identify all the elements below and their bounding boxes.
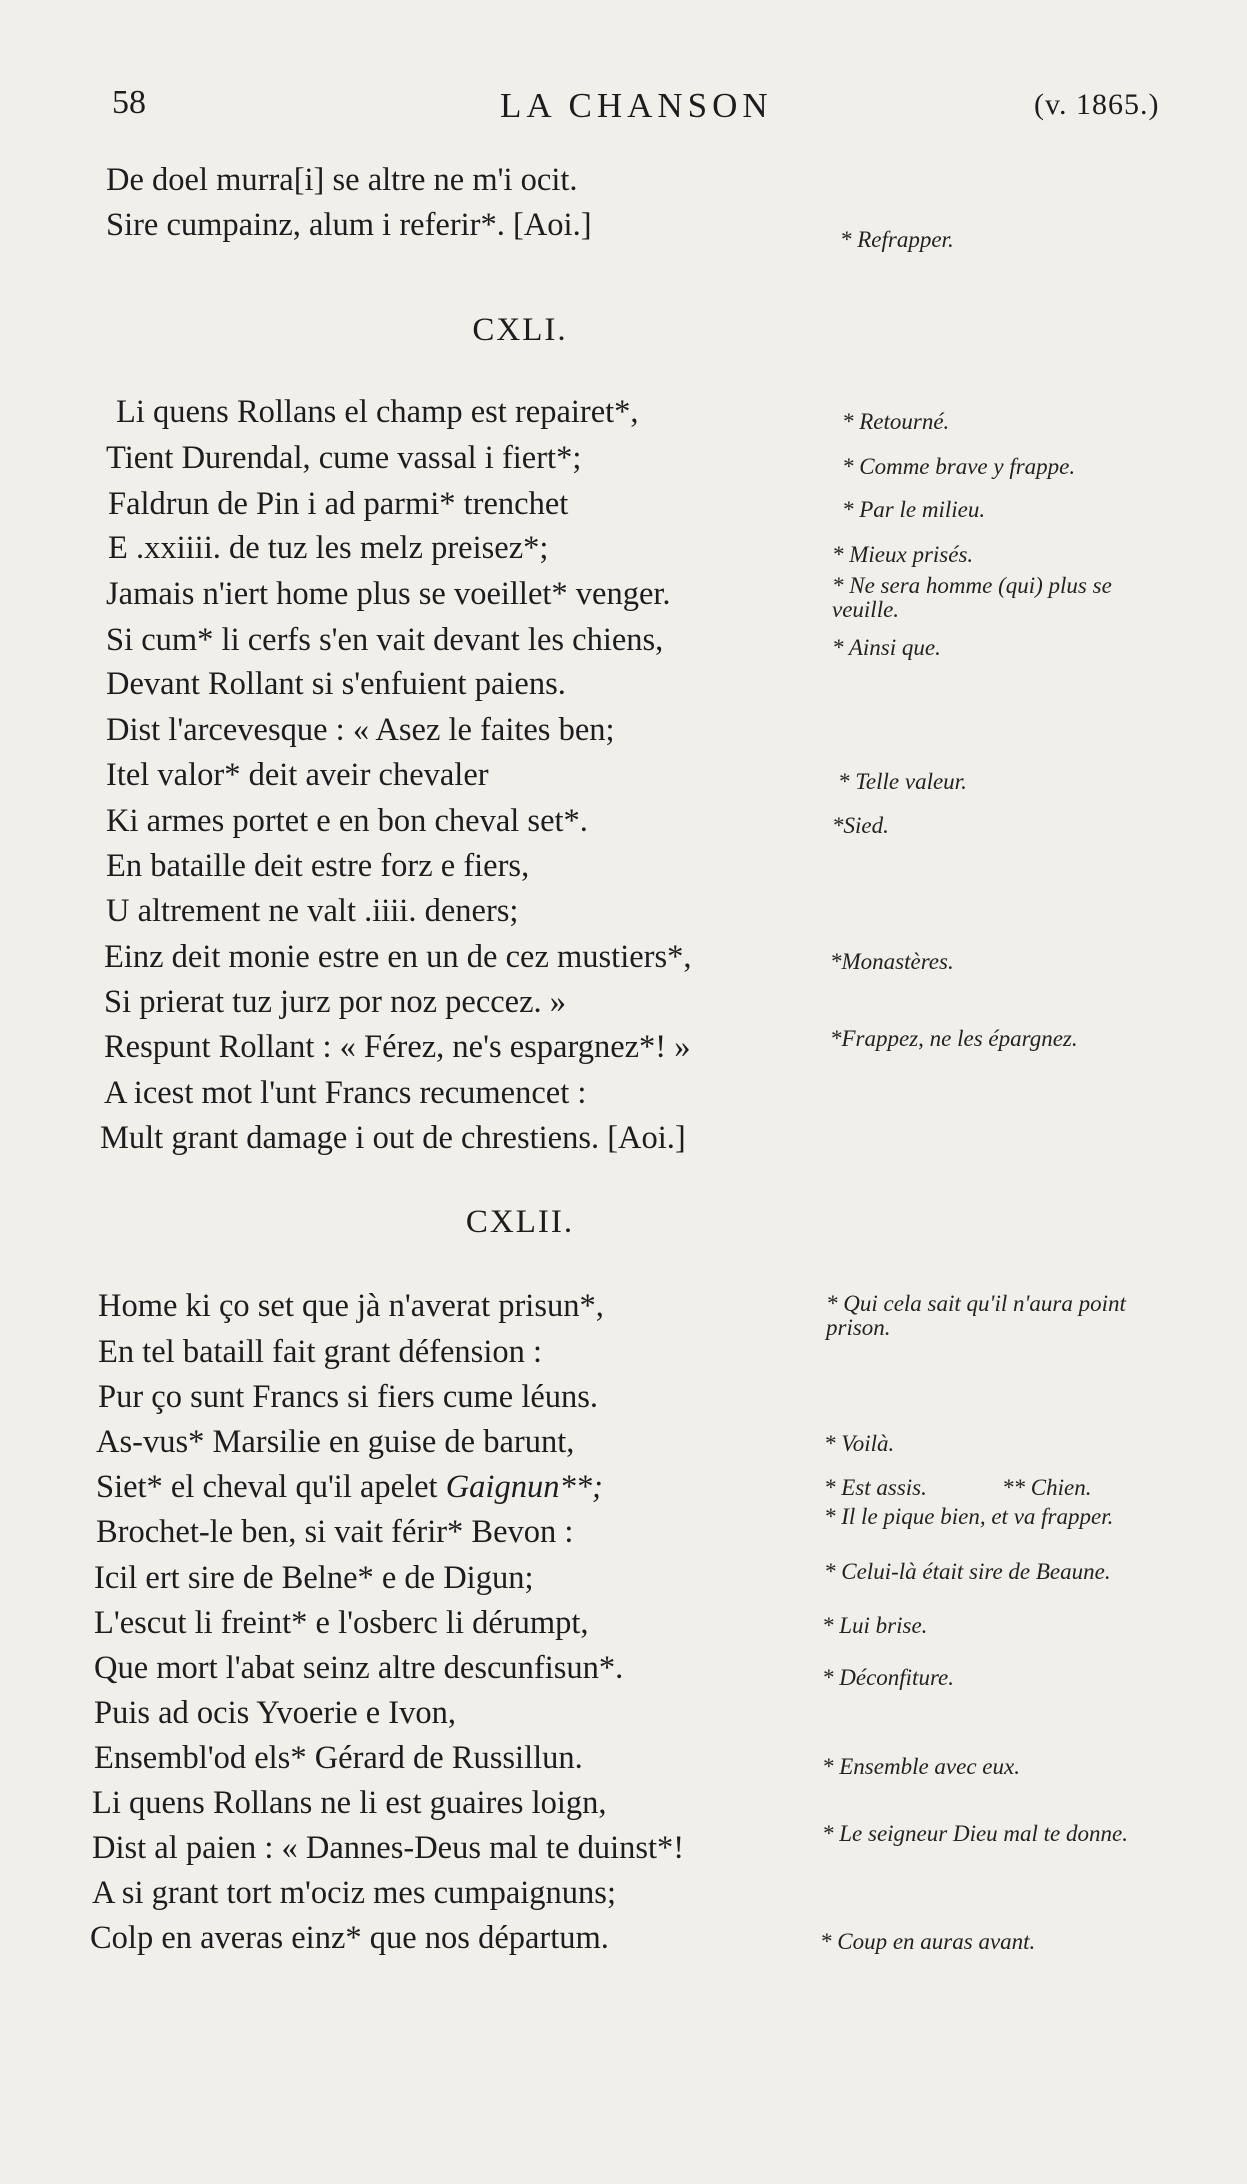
- gloss-note: * Déconfiture.: [822, 1665, 955, 1690]
- verse-reference: (v. 1865.): [1034, 88, 1160, 121]
- gloss-note: * Le seigneur Dieu mal te donne.: [822, 1821, 1128, 1846]
- verse-line: Respunt Rollant : « Férez, ne's espargnez*! »: [104, 1029, 691, 1065]
- gloss-note: * Lui brise.: [822, 1613, 928, 1638]
- verse-line: L'escut li freint* e l'osberc li dérumpt,: [94, 1605, 589, 1641]
- verse-text: Siet* el cheval qu'il apelet: [96, 1469, 438, 1505]
- verse-line: Que mort l'abat seinz altre descunfisun*.: [94, 1650, 624, 1686]
- gloss-note: *Sied.: [832, 813, 889, 838]
- gloss-note: * Il le pique bien, et va frapper.: [824, 1504, 1114, 1529]
- verse-line: Itel valor* deit aveir chevaler: [106, 757, 489, 793]
- verse-line: Icil ert sire de Belne* e de Digun;: [94, 1560, 534, 1596]
- gloss-note: * Mieux prisés.: [832, 542, 974, 567]
- page-number: 58: [112, 84, 146, 121]
- gloss-note: * Celui-là était sire de Beaune.: [824, 1559, 1111, 1584]
- gloss-note: * Ainsi que.: [832, 635, 941, 660]
- verse-line: Ensembl'od els* Gérard de Russillun.: [94, 1740, 583, 1776]
- verse-line: Colp en averas einz* que nos départum.: [90, 1920, 609, 1956]
- verse-line: A icest mot l'unt Francs recumencet :: [104, 1075, 587, 1111]
- verse-line: Sire cumpainz, alum i referir*. [Aoi.]: [106, 207, 592, 243]
- verse-line: Faldrun de Pin i ad parmi* trenchet: [108, 486, 569, 522]
- horse-name: Gaignun**;: [445, 1469, 603, 1505]
- verse-line: Dist al paien : « Dannes-Deus mal te duinst*!: [92, 1830, 685, 1866]
- verse-line: Einz deit monie estre en un de cez mustiers*,: [104, 939, 692, 975]
- gloss-note: * Qui cela sait qu'il n'aura point prison.: [826, 1291, 1126, 1340]
- verse-line: Jamais n'iert home plus se voeillet* venger.: [106, 576, 671, 612]
- verse-line: Home ki ço set que jà n'averat prisun*,: [98, 1288, 604, 1324]
- gloss-note: * Par le milieu.: [842, 497, 986, 522]
- verse-line: Ki armes portet e en bon cheval set*.: [106, 803, 588, 839]
- gloss-note: * Coup en auras avant.: [820, 1929, 1036, 1954]
- verse-line: Si prierat tuz jurz por noz peccez. »: [104, 984, 567, 1020]
- gloss-note: *Monastères.: [830, 949, 954, 974]
- gloss-note: * Refrapper.: [840, 227, 954, 252]
- section-heading: CXLI.: [472, 312, 568, 348]
- verse-line: Li quens Rollans ne li est guaires loign,: [92, 1785, 607, 1821]
- verse-line: Pur ço sunt Francs si fiers cume léuns.: [98, 1379, 599, 1415]
- gloss-note: * Comme brave y frappe.: [842, 454, 1076, 479]
- verse-line: As-vus* Marsilie en guise de barunt,: [96, 1424, 575, 1460]
- verse-line: Tient Durendal, cume vassal i fiert*;: [106, 440, 582, 476]
- verse-line: Li quens Rollans el champ est repairet*,: [116, 394, 639, 430]
- verse-line: U altrement ne valt .iiii. deners;: [106, 893, 519, 929]
- gloss-note: ** Chien.: [1002, 1475, 1092, 1500]
- gloss-note: * Voilà.: [824, 1431, 895, 1456]
- verse-line: E .xxiiii. de tuz les melz preisez*;: [108, 530, 549, 566]
- gloss-note: *Frappez, ne les épargnez.: [830, 1026, 1078, 1051]
- verse-line: Devant Rollant si s'enfuient paiens.: [106, 666, 566, 702]
- verse-line: En tel bataill fait grant défension :: [98, 1334, 543, 1370]
- verse-line: Brochet-le ben, si vait férir* Bevon :: [96, 1514, 574, 1550]
- gloss-note: * Est assis.: [824, 1475, 927, 1500]
- gloss-note: * Ensemble avec eux.: [822, 1754, 1020, 1779]
- verse-line: Dist l'arcevesque : « Asez le faites ben;: [106, 712, 615, 748]
- running-header: [0, 84, 1247, 134]
- verse-line: En bataille deit estre forz e fiers,: [106, 848, 530, 884]
- section-heading: CXLII.: [465, 1204, 575, 1240]
- gloss-note: * Ne sera homme (qui) plus se veuille.: [832, 573, 1112, 622]
- gloss-note: * Retourné.: [842, 409, 950, 434]
- verse-line: [96, 1467, 603, 1507]
- verse-line: Si cum* li cerfs s'en vait devant les chiens,: [106, 622, 664, 658]
- verse-line: De doel murra[i] se altre ne m'i ocit.: [106, 162, 578, 198]
- verse-line: Puis ad ocis Yvoerie e Ivon,: [94, 1695, 456, 1731]
- verse-line: Mult grant damage i out de chrestiens. [Aoi.]: [100, 1120, 686, 1156]
- gloss-note: * Telle valeur.: [838, 769, 967, 794]
- verse-line: A si grant tort m'ociz mes cumpaignuns;: [92, 1875, 616, 1911]
- running-title: LA CHANSON: [500, 86, 773, 125]
